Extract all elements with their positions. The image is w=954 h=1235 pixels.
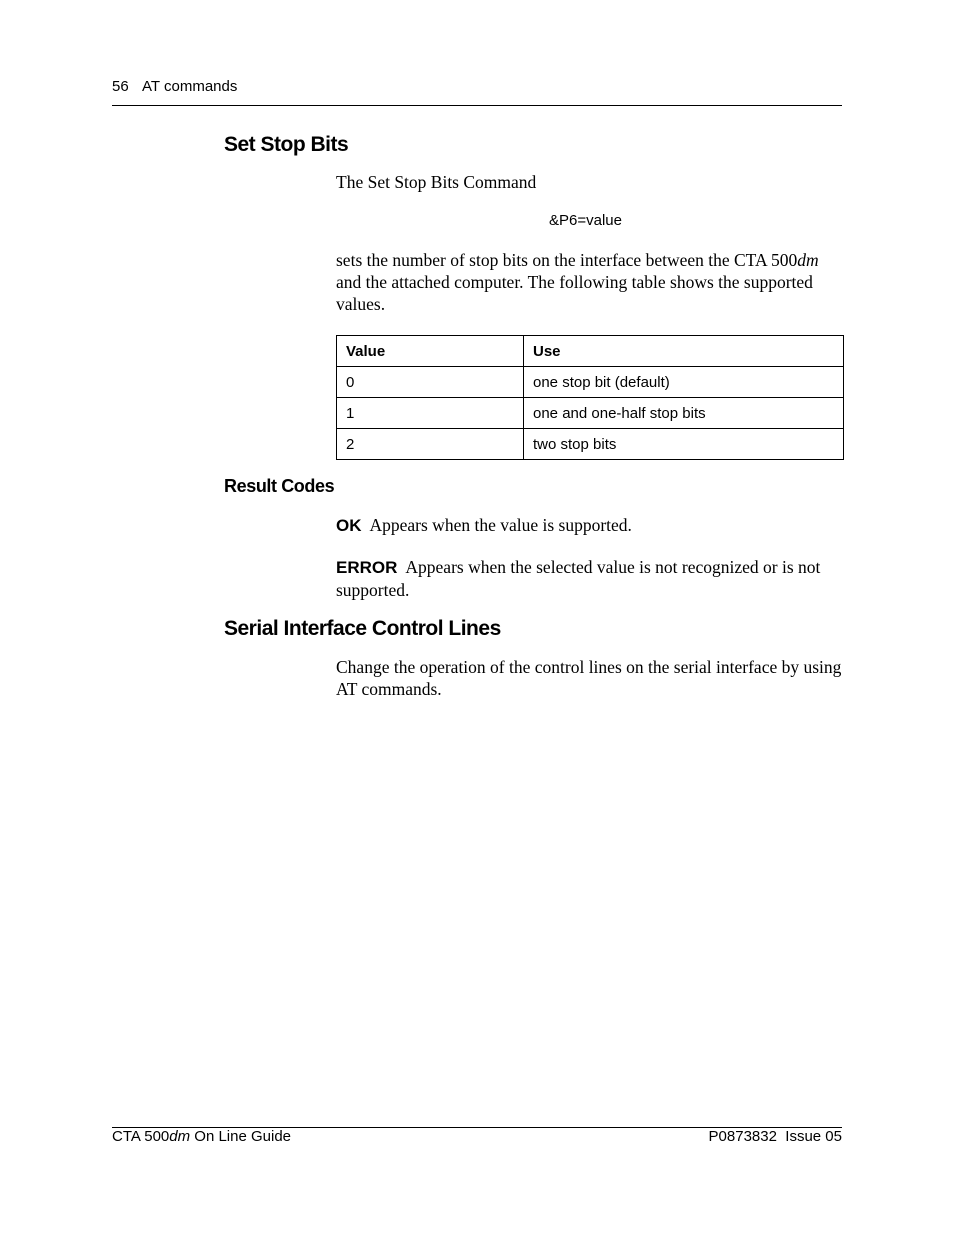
heading-set-stop-bits: Set Stop Bits — [224, 133, 349, 156]
result-code-error — [336, 556, 842, 601]
table-header-row — [337, 336, 844, 367]
result-code-error-text: Appears when the selected value is not recognized or is not supported. — [336, 557, 821, 600]
page-number: 56 — [112, 78, 129, 95]
description-paragraph — [336, 249, 842, 315]
footer-title-model-suffix: dm — [169, 1128, 191, 1145]
page-header — [112, 78, 842, 95]
table-cell-use: one stop bit (default) — [524, 367, 844, 398]
description-text-part1: sets the number of stop bits on the interface between the CTA 500 — [336, 250, 798, 270]
serial-interface-paragraph: Change the operation of the control lines on the serial interface by using AT commands. — [336, 657, 842, 699]
table-cell-use: one and one-half stop bits — [524, 398, 844, 429]
footer-guide-title — [112, 1128, 291, 1145]
table-row — [337, 398, 844, 429]
stop-bits-table — [336, 335, 844, 460]
result-code-ok-text: Appears when the value is supported. — [369, 515, 632, 535]
heading-serial-interface-control-lines: Serial Interface Control Lines — [224, 617, 501, 640]
header-section-title: AT commands — [142, 78, 238, 95]
table-row — [337, 367, 844, 398]
footer-title-part2: On Line Guide — [190, 1128, 292, 1145]
result-code-error-label: ERROR — [336, 558, 398, 577]
intro-paragraph: The Set Stop Bits Command — [336, 172, 537, 192]
column-header-use: Use — [524, 336, 844, 367]
footer-document-id: P0873832 Issue 05 — [708, 1128, 842, 1145]
description-model-suffix: dm — [797, 250, 819, 270]
command-syntax: &P6=value — [549, 212, 622, 229]
result-code-ok-label: OK — [336, 516, 362, 535]
description-text-part2: and the attached computer. The following table shows the supported values. — [336, 272, 813, 314]
table-row — [337, 429, 844, 460]
result-code-ok — [336, 514, 842, 537]
table-cell-value: 0 — [337, 367, 524, 398]
footer-title-part1: CTA 500 — [112, 1128, 170, 1145]
table-cell-value: 1 — [337, 398, 524, 429]
column-header-value: Value — [337, 336, 524, 367]
table-cell-value: 2 — [337, 429, 524, 460]
heading-result-codes: Result Codes — [224, 476, 335, 496]
table-cell-use: two stop bits — [524, 429, 844, 460]
header-divider — [112, 105, 842, 106]
